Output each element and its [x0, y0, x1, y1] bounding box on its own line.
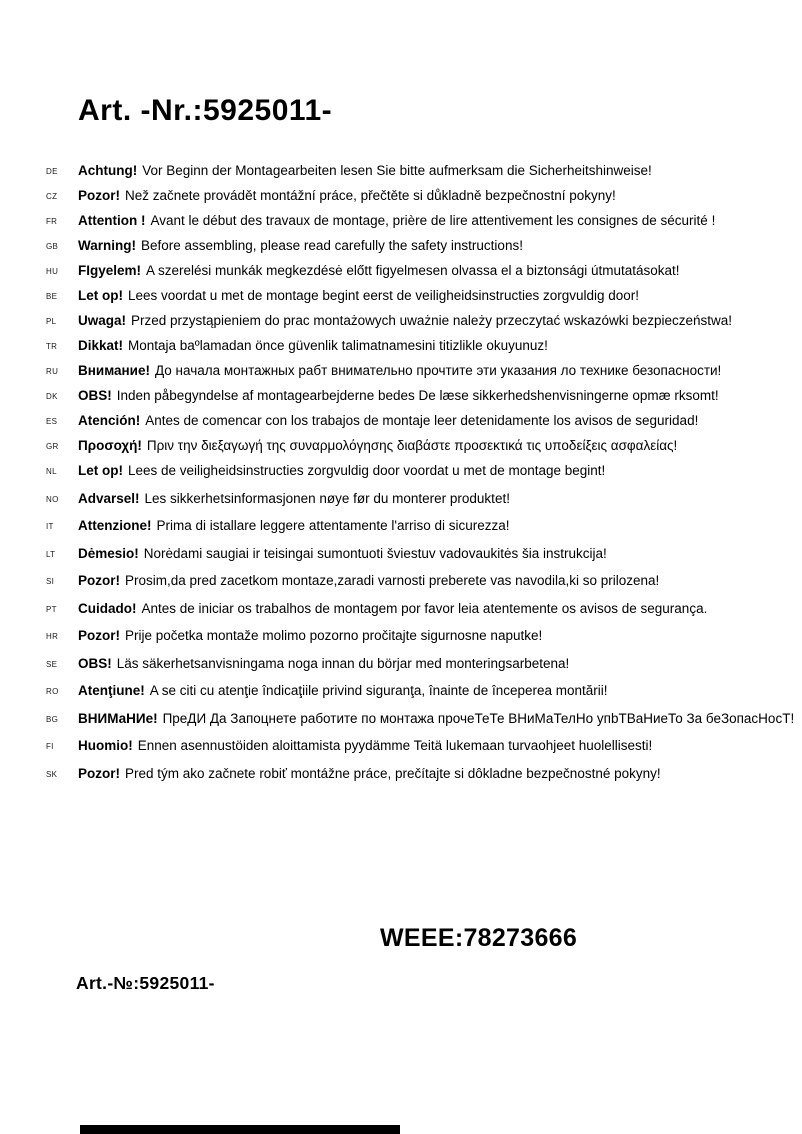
warning-text: OBS! Läs säkerhetsanvisningama noga innan du börjar med monteringsarbetena!: [78, 655, 570, 671]
warning-row-fr: [46, 214, 786, 229]
language-code: SE: [46, 659, 58, 669]
warning-text: Pozor! Pred tým ako začnete robiť montážne práce, prečítajte si dôkladne bezpečnostné pokyny!: [78, 765, 661, 781]
warning-text: Achtung! Vor Beginn der Montagearbeiten lesen Sie bitte aufmerksam die Sicherheitshinweise!: [78, 163, 652, 178]
language-code: HR: [46, 632, 59, 641]
language-code: NO: [46, 494, 59, 504]
language-code: SK: [46, 769, 58, 779]
warning-row-no: [46, 492, 786, 507]
bottom-black-bar: [80, 1125, 400, 1134]
language-code: RO: [46, 687, 59, 696]
warning-text: Huomio! Ennen asennustöiden aloittamista pyydämme Teitä lukemaan turvaohjeet huolellisesti!: [78, 738, 653, 753]
language-code: RU: [46, 367, 59, 376]
warning-row-gb: [46, 239, 786, 254]
warning-text: Let op! Lees de veiligheidsinstructies zorgvuldig door voordat u met de montage begint!: [78, 463, 606, 478]
warning-row-nl: [46, 464, 786, 479]
page-title: Art. -Nr.:5925011-: [78, 94, 333, 128]
language-code: DK: [46, 392, 58, 401]
warning-row-it: [46, 519, 786, 534]
warning-text: Atenţiune! A se citi cu atenţie îndicaţiile privind siguranţa, înainte de începerea montării!: [78, 683, 608, 698]
warning-row-tr: [46, 339, 786, 354]
language-code: DE: [46, 167, 58, 176]
warning-row-de: [46, 164, 786, 179]
language-code: PL: [46, 317, 57, 326]
warning-row-ru: [46, 364, 786, 379]
warning-text: Pozor! Prije početka montaže molimo pozorno pročitajte sigurnosne naputke!: [78, 628, 543, 643]
warning-text: Cuidado! Antes de iniciar os trabalhos de montagem por favor leia atentemente os avisos de segurança.: [78, 600, 708, 616]
language-code: FR: [46, 217, 58, 226]
weee-number: WEEE:78273666: [380, 924, 578, 952]
warning-text: Pozor! Než začnete provádět montážní práce, přečtěte si důkladně bezpečnostní pokyny!: [78, 188, 616, 203]
warning-text: Pozor! Prosim,da pred zacetkom montaze,zaradi varnosti preberete vas navodila,ki so prilozena!: [78, 573, 660, 588]
warning-text: Atención! Antes de comencar con los trabajos de montaje leer detenidamente los avisos de seguridad!: [78, 413, 699, 428]
warning-list: [46, 163, 795, 794]
warning-text: Dėmesio! Norėdami saugiai ir teisingai sumontuoti šviestuv vadovaukitės šia instrukcija!: [78, 545, 607, 561]
warning-text: FIgyelem! A szerelési munkák megkezdésė előtt figyelmesen olvassa el a biztonsági útmutatásokat!: [78, 263, 680, 278]
warning-row-si: [46, 574, 786, 589]
warning-text: Attenzione! Prima di istallare leggere attentamente l'arriso di sicurezza!: [78, 518, 510, 533]
language-code: PT: [46, 604, 57, 614]
language-code: IT: [46, 522, 54, 531]
warning-text: Attention ! Avant le début des travaux de montage, prière de lire attentivement les consignes de sécurité !: [78, 213, 716, 228]
warning-text: Внимание! До начала монтажных рабт внимательно прочтите эти указания ло технике безопасности!: [78, 363, 722, 378]
warning-text: OBS! Inden påbegyndelse af montagearbejderne bedes De læse sikkerhedshenvisningerne opmæ rksomt!: [78, 388, 719, 403]
warning-row-bg: [46, 710, 795, 727]
language-code: TR: [46, 342, 58, 351]
warning-row-hr: [46, 629, 786, 644]
warning-text: Let op! Lees voordat u met de montage begint eerst de veiligheidsinstructies zorgvuldig door!: [78, 288, 640, 303]
article-number-footer: Art.-№:5925011-: [76, 973, 215, 993]
language-code: GR: [46, 442, 59, 451]
language-code: ES: [46, 417, 58, 426]
warning-row-dk: [46, 389, 786, 404]
warning-row-sk: [46, 767, 786, 782]
warning-text: Warning! Before assembling, please read carefully the safety instructions!: [78, 238, 523, 253]
warning-text: Uwaga! Przed przystąpieniem do prac montażowych uważnie należy przeczytać wskazówki bezpieczeństwa!: [78, 313, 733, 328]
warning-text: Dikkat! Montaja baºlamadan önce güvenlik talimatnamesini titizlikle okuyunuz!: [78, 338, 548, 353]
warning-row-pl: [46, 314, 786, 329]
warning-row-hu: [46, 264, 786, 279]
language-code: HU: [46, 267, 59, 276]
language-code: BG: [46, 714, 59, 724]
warning-row-pt: [46, 602, 786, 617]
warning-text: ВНИМаНИе! ПреДИ Да Запоцнете работите по монтажа прочеТеТе ВНиМаТелНо упbТВаНиеТо За беЗопасНосТ!: [78, 710, 795, 726]
warning-row-gr: [46, 439, 786, 454]
language-code: SI: [46, 577, 55, 586]
warning-row-fi: [46, 739, 786, 754]
warning-row-ro: [46, 684, 786, 699]
language-code: LT: [46, 549, 56, 559]
warning-row-lt: [46, 547, 786, 562]
language-code: BE: [46, 292, 58, 301]
language-code: GB: [46, 242, 59, 251]
warning-row-be: [46, 289, 786, 304]
warning-text: Προσοχή! Πριν την διεξαγωγή της συναρμολόγησης διαβάστε προσεκτικά τις υποδείξεις ασφαλείας!: [78, 438, 678, 453]
language-code: FI: [46, 742, 54, 751]
warning-text: Advarsel! Les sikkerhetsinformasjonen nøye før du monterer produktet!: [78, 490, 510, 506]
language-code: CZ: [46, 192, 58, 201]
warning-row-se: [46, 657, 786, 672]
warning-row-es: [46, 414, 786, 429]
language-code: NL: [46, 467, 57, 476]
warning-row-cz: [46, 189, 786, 204]
